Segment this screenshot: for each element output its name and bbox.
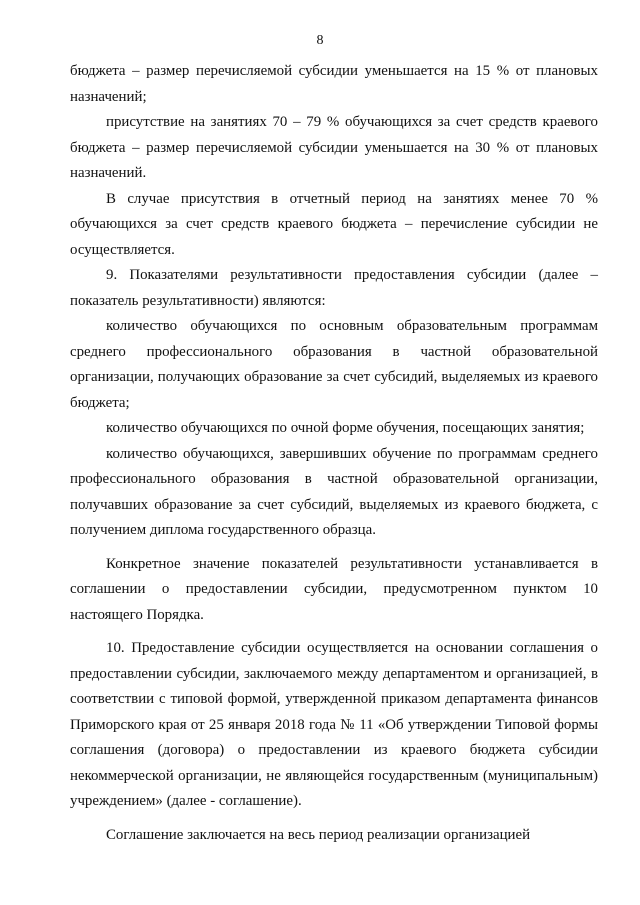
paragraph: Соглашение заключается на весь период реализации организацией (106, 826, 531, 843)
document-body (70, 59, 598, 848)
paragraph: количество обучающихся по очной форме обучения, посещающих занятия; (106, 420, 585, 436)
paragraph: 9. Показателями результативности предоставления субсидии (далее – показатель результативности) являются: (70, 267, 598, 309)
paragraph: количество обучающихся по основным образовательным программам среднего профессионального образования в частной образовательной организации, получающих образование за счет субсидий, выделяемых из краевого бюджета; (70, 318, 598, 411)
paragraph: В случае присутствия в отчетный период на занятиях менее 70 % обучающихся за счет средств краевого бюджета – перечисление субсидии не осуществляется. (70, 190, 598, 258)
paragraph: бюджета – размер перечисляемой субсидии уменьшается на 15 % от плановых назначений; (70, 63, 598, 105)
paragraph: присутствие на занятиях 70 – 79 % обучающихся за счет средств краевого бюджета – размер перечисляемой субсидии уменьшается на 30 % от плановых назначений. (70, 114, 598, 181)
page-number: 8 (316, 33, 324, 48)
paragraph: Конкретное значение показателей результативности устанавливается в соглашении о предоставлении субсидии, предусмотренном пунктом 10 настоящего Порядка. (70, 555, 598, 623)
paragraph: количество обучающихся, завершивших обучение по программам среднего профессионального образования в частной образовательной организации, получавших образование за счет субсидий, выделяемых из краевого бюджета, с получением диплома государственного образца. (70, 445, 598, 538)
paragraph: 10. Предоставление субсидии осуществляется на основании соглашения о предоставлении субсидии, заключаемого между департаментом и организацией, в соответствии с типовой формой, утвержденной приказом департамента финансов Приморского края от 25 января 2018 года № 11 «Об утверждении Типовой формы соглашения (договора) о предоставлении из краевого бюджета субсидии некоммерческой организации, не являющейся государственным (муниципальным) учреждением» (далее - соглашение). (70, 640, 598, 809)
